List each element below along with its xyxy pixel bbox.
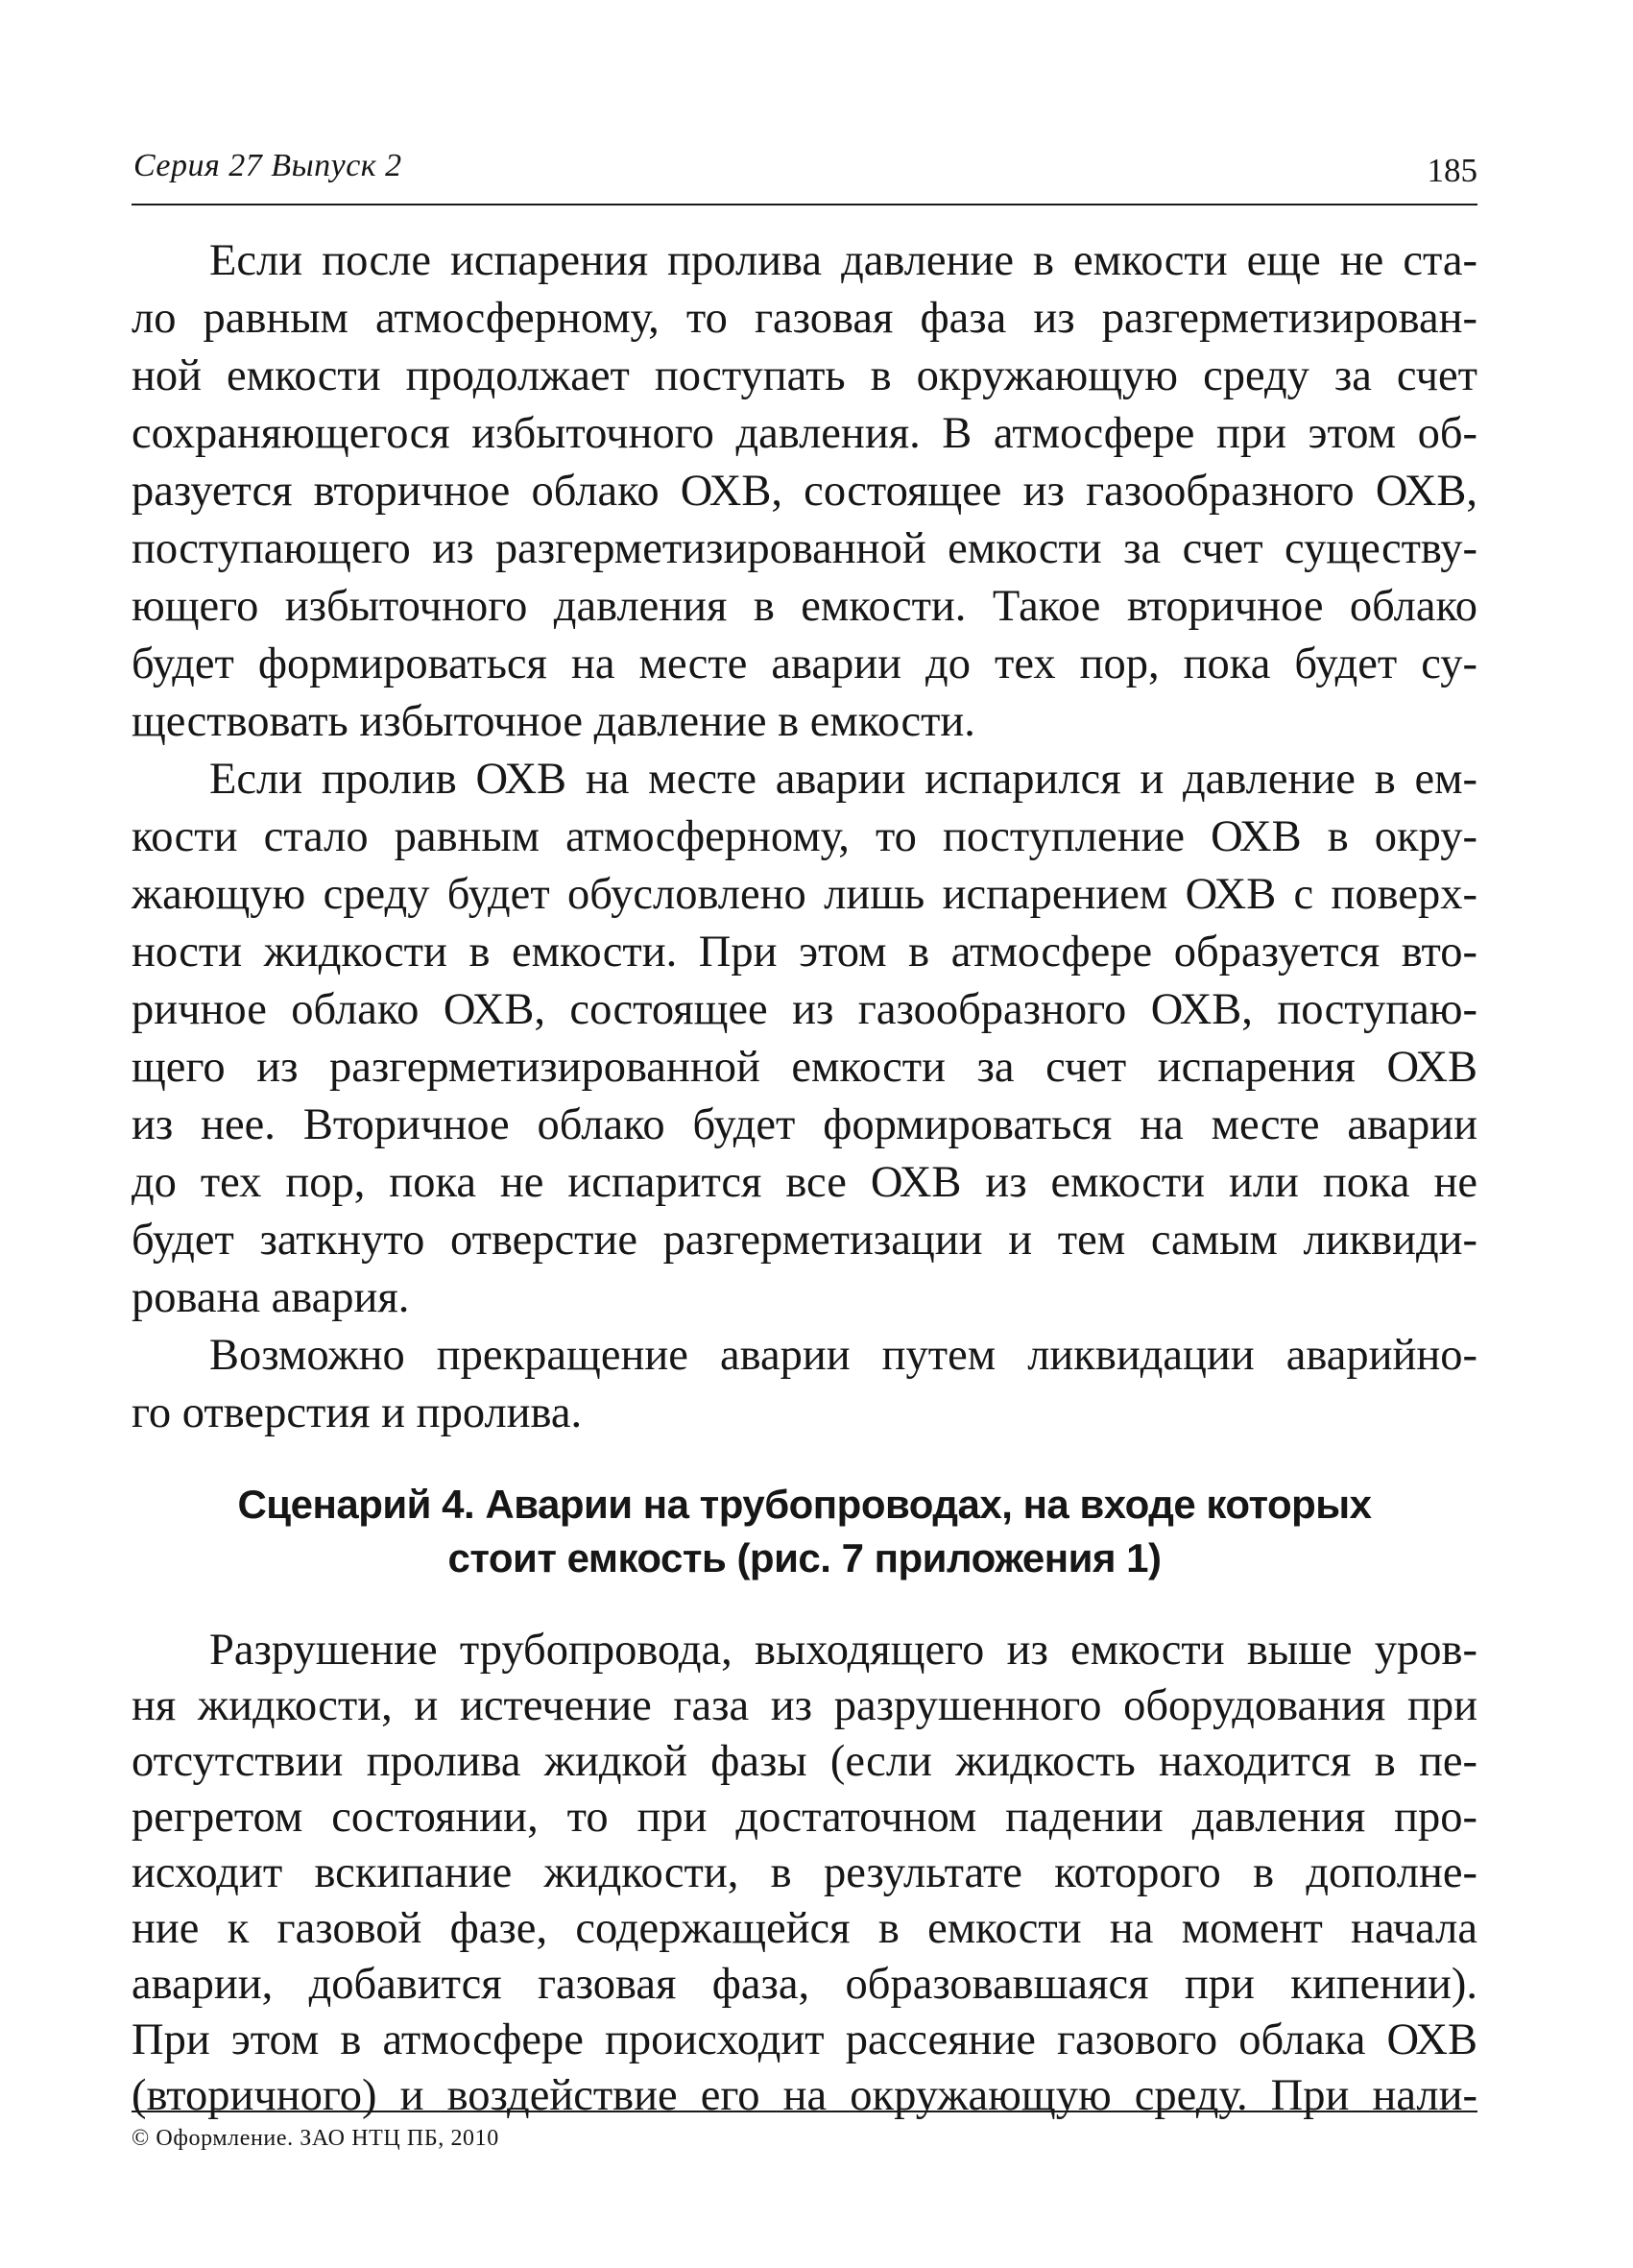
text-line: жающую среду будет обусловлено лишь испарением ОХВ с поверх- bbox=[132, 870, 1477, 919]
text-line: Возможно прекращение аварии путем ликвидации аварийно- bbox=[209, 1331, 1477, 1380]
text-line: Если после испарения пролива давление в емкости еще не ста- bbox=[209, 236, 1477, 285]
text-line: будет формироваться на месте аварии до тех пор, пока будет су- bbox=[132, 639, 1477, 688]
text-line: кости стало равным атмосферному, то поступление ОХВ в окру- bbox=[132, 812, 1477, 861]
heading-line: Сценарий 4. Аварии на трубопроводах, на входе которых bbox=[237, 1482, 1372, 1527]
text-line: поступающего из разгерметизированной емкости за счет существу- bbox=[132, 524, 1477, 573]
text-line: исходит вскипание жидкости, в результате которого в дополне- bbox=[132, 1848, 1477, 1897]
page-number: 185 bbox=[1427, 152, 1477, 189]
text-line: рована авария. bbox=[132, 1273, 410, 1322]
text-line: ня жидкости, и истечение газа из разрушенного оборудования при bbox=[132, 1681, 1477, 1730]
text-line: При этом в атмосфере происходит рассеяние газового облака ОХВ bbox=[132, 2015, 1477, 2064]
text-line: ло равным атмосферному, то газовая фаза из разгерметизирован- bbox=[132, 294, 1477, 343]
text-line: сохраняющегося избыточного давления. В атмосфере при этом об- bbox=[132, 409, 1477, 458]
text-line: ной емкости продолжает поступать в окружающую среду за счет bbox=[132, 351, 1477, 400]
text-line: разуется вторичное облако ОХВ, состоящее из газообразного ОХВ, bbox=[132, 467, 1477, 516]
series-label: Серия 27 Выпуск 2 bbox=[133, 148, 402, 183]
text-line: аварии, добавится газовая фаза, образовавшаяся при кипении). bbox=[132, 1960, 1477, 2009]
text-line: ности жидкости в емкости. При этом в атмосфере образуется вто- bbox=[132, 928, 1477, 977]
footer-copyright: © Оформление. ЗАО НТЦ ПБ, 2010 bbox=[132, 2126, 499, 2151]
running-header bbox=[132, 144, 1477, 205]
text-line: ществовать избыточное давление в емкости. bbox=[132, 697, 975, 746]
text-line: ние к газовой фазе, содержащейся в емкости на момент начала bbox=[132, 1904, 1477, 1953]
heading-line: стоит емкость (рис. 7 приложения 1) bbox=[447, 1535, 1162, 1580]
footer-divider bbox=[132, 2111, 1477, 2112]
text-line: ющего избыточного давления в емкости. Такое вторичное облако bbox=[132, 582, 1477, 631]
text-line: го отверстия и пролива. bbox=[132, 1388, 583, 1437]
text-line: будет заткнуто отверстие разгерметизации и тем самым ликвиди- bbox=[132, 1216, 1477, 1265]
text-line: Если пролив ОХВ на месте аварии испарился и давление в ем- bbox=[209, 755, 1477, 804]
text-line: из нее. Вторичное облако будет формироваться на месте аварии bbox=[132, 1100, 1477, 1149]
text-line: ричное облако ОХВ, состоящее из газообразного ОХВ, поступаю- bbox=[132, 985, 1477, 1034]
text-line: Разрушение трубопровода, выходящего из емкости выше уров- bbox=[209, 1626, 1477, 1675]
text-line: щего из разгерметизированной емкости за счет испарения ОХВ bbox=[132, 1043, 1477, 1092]
text-line: до тех пор, пока не испарится все ОХВ из емкости или пока не bbox=[132, 1158, 1477, 1207]
text-line: регретом состоянии, то при достаточном падении давления про- bbox=[132, 1793, 1477, 1842]
text-line: (вторичного) и воздействие его на окружающую среду. При нали- bbox=[132, 2071, 1477, 2120]
text-line: отсутствии пролива жидкой фазы (если жидкость находится в пе- bbox=[132, 1737, 1477, 1786]
